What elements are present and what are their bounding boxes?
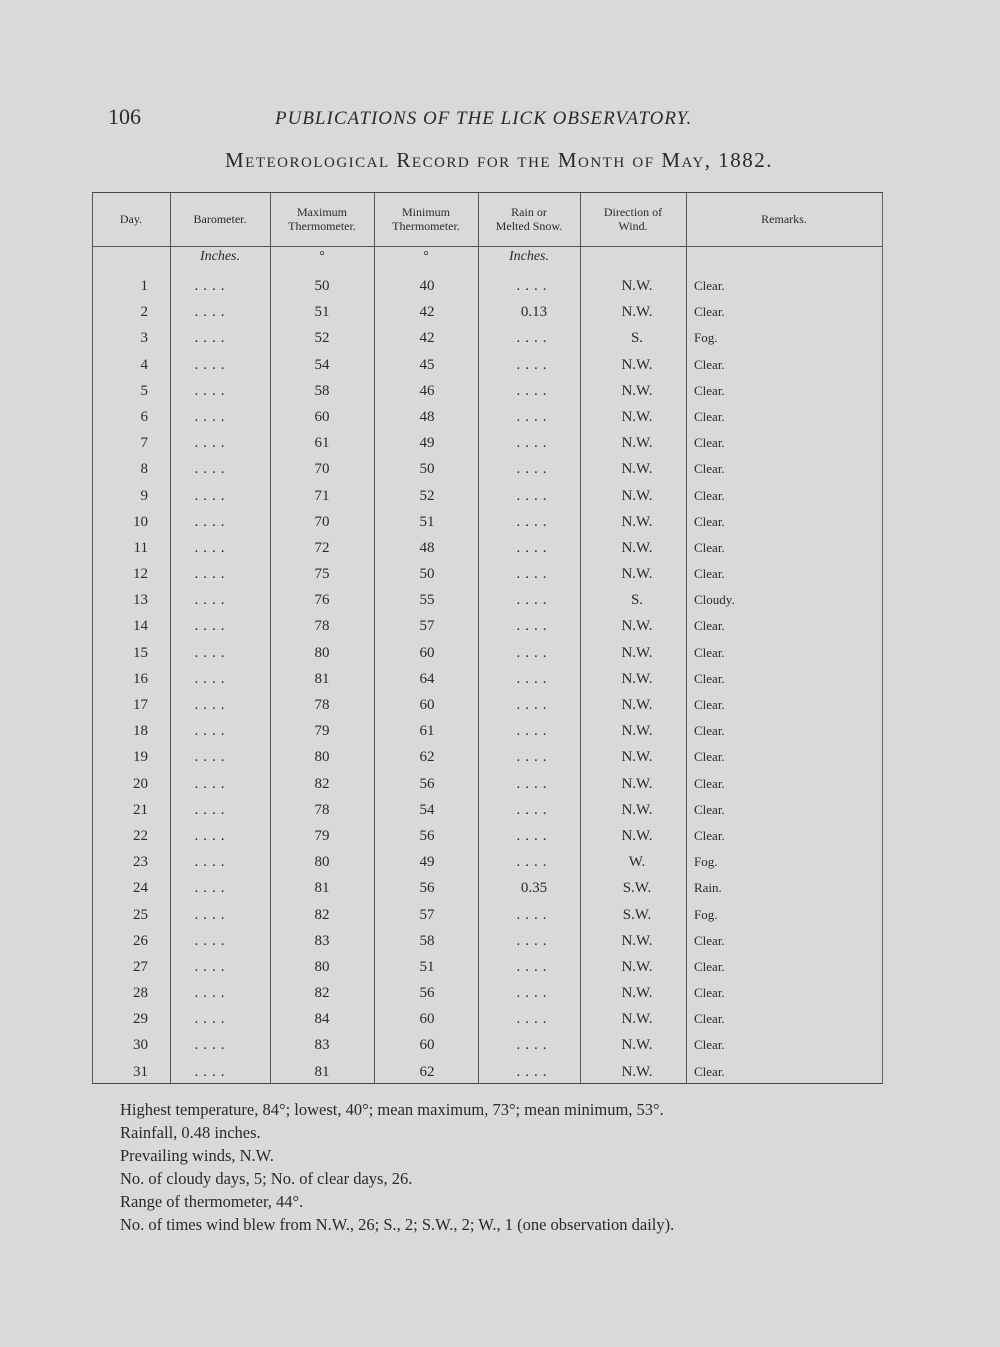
table-row: [92, 666, 882, 692]
header-barometer: Barometer.: [193, 212, 247, 226]
remarks-cell: Clear.: [694, 749, 725, 765]
remarks-cell: Clear.: [694, 958, 725, 974]
table-row: [92, 456, 882, 482]
wind-cell: N.W.: [621, 958, 653, 975]
max-temp-cell: 79: [314, 723, 330, 740]
table-row: [92, 744, 882, 770]
day-cell: 8: [140, 461, 148, 478]
table-row: [92, 875, 882, 901]
remarks-cell: Clear.: [694, 1037, 725, 1053]
max-temp-cell: 61: [314, 435, 330, 452]
barometer-cell: ....: [194, 278, 230, 294]
wind-cell: N.W.: [621, 278, 653, 294]
table-row: [92, 640, 882, 666]
wind-cell: N.W.: [621, 697, 653, 713]
remarks-cell: Clear.: [694, 382, 725, 398]
day-cell: 11: [133, 539, 148, 556]
rain-cell: ....: [516, 854, 552, 871]
day-cell: 18: [133, 723, 148, 740]
min-temp-cell: 62: [419, 1063, 435, 1080]
min-temp-cell: 42: [419, 330, 435, 347]
rain-cell: ....: [516, 985, 552, 1002]
wind-cell: N.W.: [621, 932, 653, 949]
max-temp-cell: 71: [314, 487, 330, 504]
max-temp-cell: 83: [314, 1037, 330, 1054]
day-cell: 13: [133, 592, 148, 609]
max-temp-cell: 60: [314, 408, 330, 425]
rain-cell: ....: [516, 1011, 552, 1028]
min-temp-cell: 40: [419, 278, 435, 294]
remarks-cell: Clear.: [694, 278, 725, 293]
min-temp-cell: 64: [419, 670, 435, 687]
table-row: [92, 378, 882, 404]
day-cell: 2: [140, 304, 148, 321]
wind-cell: N.W.: [621, 618, 653, 635]
day-cell: 14: [133, 618, 148, 635]
wind-cell: N.W.: [621, 749, 653, 766]
max-temp-cell: 70: [314, 513, 330, 530]
day-cell: 5: [140, 382, 148, 399]
barometer-cell: ....: [194, 461, 230, 478]
table-row: [92, 352, 882, 378]
table-row: [92, 1006, 882, 1032]
barometer-cell: ....: [194, 330, 230, 347]
remarks-cell: Fog.: [694, 906, 718, 922]
min-temp-cell: 49: [419, 854, 435, 871]
min-temp-cell: 56: [419, 985, 435, 1002]
rain-cell: ....: [516, 592, 552, 609]
barometer-cell: ....: [194, 1037, 230, 1054]
day-cell: 7: [140, 435, 148, 452]
table-row: [92, 718, 882, 744]
day-cell: 22: [133, 827, 148, 844]
day-cell: 23: [133, 854, 148, 871]
summary-line: Rainfall, 0.48 inches.: [120, 1123, 261, 1142]
min-temp-cell: 62: [419, 749, 435, 766]
table-row: [92, 273, 882, 299]
day-cell: 4: [140, 356, 148, 373]
max-temp-cell: 81: [314, 1063, 330, 1080]
rain-cell: ....: [516, 697, 552, 713]
barometer-cell: ....: [194, 775, 230, 792]
header-wind: Direction of Wind.: [603, 205, 663, 233]
wind-cell: N.W.: [621, 566, 653, 583]
barometer-cell: ....: [194, 880, 230, 897]
max-temp-cell: 79: [314, 827, 330, 844]
wind-cell: N.W.: [621, 408, 653, 425]
table-row: [92, 1059, 882, 1085]
remarks-cell: Clear.: [694, 775, 725, 791]
rain-cell: ....: [516, 775, 552, 792]
remarks-cell: Clear.: [694, 539, 725, 555]
rain-cell: ....: [516, 382, 552, 399]
day-cell: 29: [133, 1011, 148, 1028]
day-cell: 24: [133, 880, 148, 897]
table-row: [92, 561, 882, 587]
barometer-cell: ....: [194, 749, 230, 766]
remarks-cell: Clear.: [694, 618, 725, 634]
max-temp-cell: 51: [314, 304, 330, 321]
min-temp-cell: 51: [419, 513, 435, 530]
wind-cell: N.W.: [621, 775, 653, 792]
wind-cell: N.W.: [621, 461, 653, 478]
barometer-cell: ....: [194, 1011, 230, 1028]
remarks-cell: Clear.: [694, 670, 725, 686]
rain-cell: ....: [516, 827, 552, 844]
barometer-cell: ....: [194, 670, 230, 687]
min-temp-cell: 56: [419, 880, 435, 897]
min-temp-cell: 56: [419, 827, 435, 844]
barometer-cell: ....: [194, 618, 230, 635]
header-rain: Rain or Melted Snow.: [495, 205, 563, 233]
barometer-cell: ....: [194, 1063, 230, 1080]
wind-cell: N.W.: [621, 644, 653, 661]
max-temp-cell: 72: [314, 539, 330, 556]
min-temp-cell: 50: [419, 461, 435, 478]
min-temp-cell: 57: [419, 618, 435, 635]
rain-cell: ....: [516, 539, 552, 556]
rain-cell: ....: [516, 932, 552, 949]
rain-cell: ....: [516, 906, 552, 923]
rain-cell: ....: [516, 278, 552, 294]
barometer-cell: ....: [194, 985, 230, 1002]
rain-cell: ....: [516, 408, 552, 425]
wind-cell: S.W.: [622, 880, 652, 897]
header-remarks: Remarks.: [761, 212, 807, 226]
min-temp-cell: 58: [419, 932, 435, 949]
rain-cell: 0.35: [520, 880, 548, 897]
barometer-cell: ....: [194, 644, 230, 661]
table-row: [92, 325, 882, 351]
max-temp-cell: 78: [314, 618, 330, 635]
rain-cell: ....: [516, 435, 552, 452]
wind-cell: S.: [630, 330, 644, 347]
table-row: [92, 587, 882, 613]
rain-cell: ....: [516, 958, 552, 975]
remarks-cell: Clear.: [694, 487, 725, 503]
header-min-thermometer: Minimum Thermometer.: [392, 205, 460, 233]
table-row: [92, 954, 882, 980]
remarks-cell: Clear.: [694, 827, 725, 843]
rain-cell: ....: [516, 801, 552, 818]
day-cell: 3: [140, 330, 148, 347]
day-cell: 19: [133, 749, 148, 766]
max-temp-cell: 75: [314, 566, 330, 583]
page-number: 106: [108, 104, 141, 129]
units-row: [92, 249, 882, 271]
table-row: [92, 613, 882, 639]
unit-barometer: Inches.: [199, 249, 241, 264]
max-temp-cell: 80: [314, 854, 330, 871]
day-cell: 27: [133, 958, 148, 975]
summary-line: Range of thermometer, 44°.: [120, 1192, 304, 1211]
min-temp-cell: 48: [419, 539, 435, 556]
rain-cell: ....: [516, 513, 552, 530]
day-cell: 28: [133, 985, 148, 1002]
remarks-cell: Clear.: [694, 644, 725, 660]
unit-rain: Inches.: [508, 249, 550, 264]
rain-cell: ....: [516, 1063, 552, 1080]
wind-cell: N.W.: [621, 1011, 653, 1028]
wind-cell: N.W.: [621, 1063, 653, 1080]
remarks-cell: Clear.: [694, 461, 725, 477]
unit-max: °: [319, 249, 325, 264]
barometer-cell: ....: [194, 304, 230, 321]
min-temp-cell: 42: [419, 304, 435, 321]
remarks-cell: Clear.: [694, 435, 725, 451]
table-row: [92, 430, 882, 456]
table-row: [92, 299, 882, 325]
summary-line: No. of times wind blew from N.W., 26; S., 2; S.W., 2; W., 1 (one observation daily).: [120, 1215, 675, 1234]
remarks-cell: Clear.: [694, 408, 725, 424]
min-temp-cell: 60: [419, 644, 435, 661]
table-row: [92, 1032, 882, 1058]
rain-cell: ....: [516, 487, 552, 504]
day-cell: 20: [133, 775, 148, 792]
rain-cell: ....: [516, 330, 552, 347]
barometer-cell: ....: [194, 513, 230, 530]
rain-cell: ....: [516, 566, 552, 583]
wind-cell: N.W.: [621, 487, 653, 504]
max-temp-cell: 83: [314, 932, 330, 949]
day-cell: 1: [140, 278, 148, 294]
remarks-cell: Rain.: [694, 880, 722, 896]
table-row: [92, 902, 882, 928]
wind-cell: N.W.: [621, 539, 653, 556]
remarks-cell: Clear.: [694, 356, 725, 372]
summary-line: Highest temperature, 84°; lowest, 40°; mean maximum, 73°; mean minimum, 53°.: [120, 1100, 664, 1119]
min-temp-cell: 48: [419, 408, 435, 425]
max-temp-cell: 50: [314, 278, 330, 294]
table-row: [92, 980, 882, 1006]
rain-cell: ....: [516, 461, 552, 478]
rain-cell: ....: [516, 618, 552, 635]
remarks-cell: Cloudy.: [694, 592, 735, 608]
record-title: Meteorological Record for the Month of May, 1882.: [225, 148, 774, 172]
remarks-cell: Clear.: [694, 513, 725, 529]
rain-cell: ....: [516, 723, 552, 740]
barometer-cell: ....: [194, 723, 230, 740]
remarks-cell: Fog.: [694, 854, 718, 870]
min-temp-cell: 52: [419, 487, 435, 504]
max-temp-cell: 52: [314, 330, 330, 347]
min-temp-cell: 57: [419, 906, 435, 923]
day-cell: 6: [140, 408, 148, 425]
wind-cell: N.W.: [621, 985, 653, 1002]
wind-cell: N.W.: [621, 1037, 653, 1054]
rain-cell: ....: [516, 749, 552, 766]
wind-cell: S.: [630, 592, 644, 609]
max-temp-cell: 70: [314, 461, 330, 478]
day-cell: 9: [140, 487, 148, 504]
day-cell: 30: [133, 1037, 148, 1054]
barometer-cell: ....: [194, 906, 230, 923]
remarks-cell: Fog.: [694, 330, 718, 346]
running-head: PUBLICATIONS OF THE LICK OBSERVATORY.: [275, 108, 693, 129]
rain-cell: 0.13: [520, 304, 548, 321]
barometer-cell: ....: [194, 356, 230, 373]
wind-cell: N.W.: [621, 670, 653, 687]
max-temp-cell: 84: [314, 1011, 330, 1028]
max-temp-cell: 76: [314, 592, 330, 609]
remarks-cell: Clear.: [694, 985, 725, 1001]
table-row: [92, 509, 882, 535]
remarks-cell: Clear.: [694, 1063, 725, 1079]
min-temp-cell: 61: [419, 723, 435, 740]
wind-cell: N.W.: [621, 435, 653, 452]
wind-cell: N.W.: [621, 356, 653, 373]
wind-cell: N.W.: [621, 723, 653, 740]
barometer-cell: ....: [194, 958, 230, 975]
barometer-cell: ....: [194, 539, 230, 556]
max-temp-cell: 82: [314, 775, 330, 792]
rain-cell: ....: [516, 644, 552, 661]
barometer-cell: ....: [194, 487, 230, 504]
remarks-cell: Clear.: [694, 1011, 725, 1027]
barometer-cell: ....: [194, 854, 230, 871]
table-row: [92, 535, 882, 561]
min-temp-cell: 55: [419, 592, 435, 609]
remarks-cell: Clear.: [694, 932, 725, 948]
min-temp-cell: 51: [419, 958, 435, 975]
table-row: [92, 849, 882, 875]
day-cell: 25: [133, 906, 148, 923]
min-temp-cell: 49: [419, 435, 435, 452]
meteorological-table: [92, 192, 883, 1084]
rain-cell: ....: [516, 670, 552, 687]
table-row: [92, 692, 882, 718]
barometer-cell: ....: [194, 435, 230, 452]
unit-min: °: [423, 249, 429, 264]
max-temp-cell: 78: [314, 801, 330, 818]
table-row: [92, 483, 882, 509]
wind-cell: S.W.: [622, 906, 652, 923]
table-row: [92, 771, 882, 797]
remarks-cell: Clear.: [694, 697, 725, 712]
max-temp-cell: 81: [314, 670, 330, 687]
barometer-cell: ....: [194, 932, 230, 949]
remarks-cell: Clear.: [694, 566, 725, 582]
summary-line: No. of cloudy days, 5; No. of clear days, 26.: [120, 1169, 413, 1188]
wind-cell: N.W.: [621, 827, 653, 844]
day-cell: 10: [133, 513, 148, 530]
header-max-thermometer: Maximum Thermometer.: [288, 205, 356, 233]
day-cell: 21: [133, 801, 148, 818]
summary-line: Prevailing winds, N.W.: [120, 1146, 274, 1165]
barometer-cell: ....: [194, 592, 230, 609]
max-temp-cell: 82: [314, 906, 330, 923]
rain-cell: ....: [516, 356, 552, 373]
table-row: [92, 823, 882, 849]
remarks-cell: Clear.: [694, 801, 725, 817]
barometer-cell: ....: [194, 382, 230, 399]
max-temp-cell: 78: [314, 697, 330, 713]
wind-cell: N.W.: [621, 382, 653, 399]
wind-cell: N.W.: [621, 513, 653, 530]
min-temp-cell: 56: [419, 775, 435, 792]
barometer-cell: ....: [194, 566, 230, 583]
day-cell: 15: [133, 644, 148, 661]
min-temp-cell: 60: [419, 1011, 435, 1028]
table-row: [92, 928, 882, 954]
day-cell: 17: [133, 697, 148, 713]
barometer-cell: ....: [194, 697, 230, 713]
max-temp-cell: 80: [314, 749, 330, 766]
table-row: [92, 404, 882, 430]
barometer-cell: ....: [194, 801, 230, 818]
max-temp-cell: 54: [314, 356, 330, 373]
wind-cell: W.: [628, 854, 646, 871]
remarks-cell: Clear.: [694, 304, 725, 320]
max-temp-cell: 81: [314, 880, 330, 897]
max-temp-cell: 58: [314, 382, 330, 399]
max-temp-cell: 82: [314, 985, 330, 1002]
rain-cell: ....: [516, 1037, 552, 1054]
min-temp-cell: 50: [419, 566, 435, 583]
max-temp-cell: 80: [314, 958, 330, 975]
min-temp-cell: 54: [419, 801, 435, 818]
min-temp-cell: 45: [419, 356, 435, 373]
remarks-cell: Clear.: [694, 723, 725, 739]
min-temp-cell: 60: [419, 1037, 435, 1054]
max-temp-cell: 80: [314, 644, 330, 661]
day-cell: 31: [133, 1063, 148, 1080]
barometer-cell: ....: [194, 408, 230, 425]
table-body: [92, 273, 882, 1085]
wind-cell: N.W.: [621, 801, 653, 818]
table-row: [92, 797, 882, 823]
min-temp-cell: 46: [419, 382, 435, 399]
barometer-cell: ....: [194, 827, 230, 844]
summary-notes: [120, 1098, 760, 1236]
day-cell: 12: [133, 566, 148, 583]
day-cell: 26: [133, 932, 148, 949]
min-temp-cell: 60: [419, 697, 435, 713]
header-day: Day.: [119, 212, 143, 226]
wind-cell: N.W.: [621, 304, 653, 321]
day-cell: 16: [133, 670, 148, 687]
